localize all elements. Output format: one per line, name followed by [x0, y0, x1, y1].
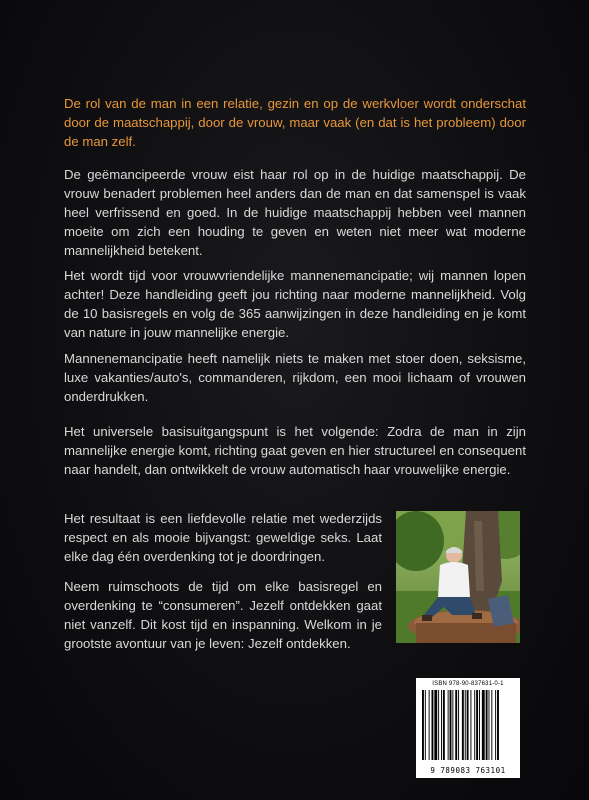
barcode-digits: 9 789083 763101 — [430, 766, 506, 775]
barcode-bar — [486, 690, 488, 760]
barcode-bar — [455, 690, 457, 760]
paragraph-universal-principle: Het universele basisuitgangspunt is het volgende: Zodra de man in zijn mannelijke energie komt, richting gaat geven en hier structureel en consequent naar handelt, dan ontwikkelt de vrouw automatisch haar vrouwelijke energie. — [64, 424, 526, 477]
barcode-bar — [432, 690, 434, 760]
barcode-bar — [441, 690, 442, 760]
barcode-bar — [462, 690, 464, 760]
barcode-bar — [467, 690, 469, 760]
paragraph-take-time: Neem ruimschoots de tijd om elke basisregel en overdenking te “consumeren”. Jezelf ontdekken gaat niet vanzelf. Dit kost tijd en inspanning. Welkom in je grootste avontuur van je leven: Jezelf ontdekken. — [64, 579, 382, 651]
barcode-bar — [465, 690, 466, 760]
paragraph-male-emancipation: Het wordt tijd voor vrouwvriendelijke mannenemancipatie; wij mannen lopen achter! Deze handleiding geeft jou richting naar moderne mannelijkheid. Volg de 10 basisregels en volg de 365 aanwijzingen in deze handleiding en je komt van nature in jouw mannelijke energie. — [64, 268, 526, 340]
intro-text: De rol van de man in een relatie, gezin en op de werkvloer wordt onderschat door de maatschappij, door de vrouw, maar vaak (en dat is het probleem) door de man zelf. — [64, 96, 526, 149]
barcode-bar — [448, 690, 449, 760]
barcode-bar — [438, 690, 439, 760]
barcode-bar — [443, 690, 445, 760]
paragraph-emancipated-woman: De geëmancipeerde vrouw eist haar rol op in de huidige maatschappij. De vrouw benadert problemen heel anders dan de man en dat samenspel is vaak heel verfrissend en goed. In de huidige maatschappij hebben veel mannen moeite om zich een houding te geven en weten niet meer wat moderne mannelijkheid betekent. — [64, 167, 526, 258]
barcode-bar — [474, 690, 475, 760]
barcode-bar — [429, 690, 430, 760]
barcode — [416, 678, 520, 778]
barcode-bar — [491, 690, 492, 760]
barcode-bar — [489, 690, 490, 760]
paragraph-not-about: Mannenemancipatie heeft namelijk niets te maken met stoer doen, seksisme, luxe vakanties/auto's, commanderen, rijkdom, een mooi lichaam of vrouwen onderdrukken. — [64, 351, 526, 404]
barcode-bars — [422, 690, 514, 760]
barcode-bar — [458, 690, 459, 760]
barcode-bar — [495, 690, 496, 760]
barcode-bar — [470, 690, 471, 760]
barcode-bar — [476, 690, 478, 760]
paragraph-result: Het resultaat is een liefdevolle relatie met wederzijds respect en als mooie bijvangst: geweldige seks. Laat elke dag één overdenking tot je doordringen. — [64, 511, 382, 564]
barcode-bar — [422, 690, 424, 760]
barcode-bar — [452, 690, 453, 760]
barcode-bar — [450, 690, 452, 760]
barcode-bar — [482, 690, 485, 760]
author-photo — [396, 511, 520, 643]
barcode-bar — [497, 690, 499, 760]
barcode-bar — [425, 690, 426, 760]
barcode-bar — [479, 690, 480, 760]
barcode-bar — [434, 690, 437, 760]
isbn-label: ISBN 978-90-837631-0-1 — [432, 681, 504, 687]
